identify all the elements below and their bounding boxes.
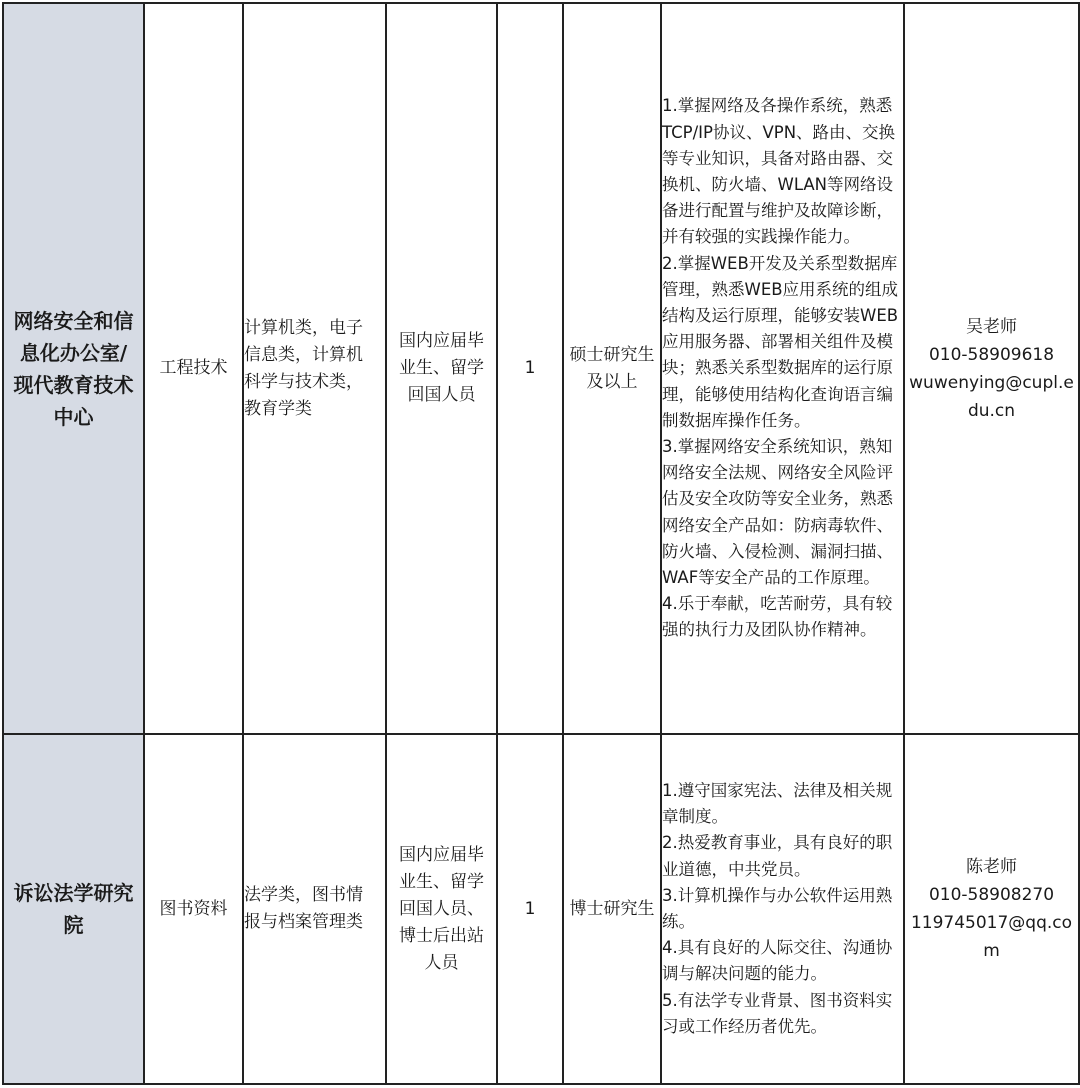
- major-text: 科学与技术类，: [244, 371, 363, 392]
- position-text: 工程技术: [159, 358, 228, 378]
- requirement-item: 4.具有良好的人际交往、沟通协调与解决问题的能力。: [662, 938, 893, 984]
- requirement-item: 5.有法学专业背景、图书资料实习或工作经历者优先。: [662, 990, 893, 1036]
- table-row: [3, 734, 1079, 1084]
- requirements-cell: [661, 734, 904, 1084]
- table-row: [3, 3, 1079, 734]
- contact-email: du.cn: [967, 400, 1016, 421]
- major-text: 报与档案管理类: [244, 912, 363, 932]
- count-text: 1: [524, 898, 536, 919]
- source-cell: [386, 734, 497, 1084]
- requirement-item: 3.掌握网络安全系统知识，熟知网络安全法规、网络安全风险评估及安全攻防等安全业务，熟悉网络安全产品如：防病毒软件、防火墙、入侵检测、漏洞扫描、WAF等安全产品的工作原理。: [662, 437, 893, 588]
- department-cell: [3, 3, 144, 734]
- requirement-item: 2.热爱教育事业，具有良好的职业道德，中共党员。: [662, 833, 893, 879]
- contact-email: wuwenying@cupl.e: [909, 372, 1074, 393]
- source-text: 人员: [424, 952, 459, 973]
- contact-phone: 010-58908270: [928, 885, 1055, 905]
- source-cell: [386, 3, 497, 734]
- major-text: 信息类，计算机: [244, 344, 363, 365]
- department-text: 网络安全和信: [13, 308, 134, 333]
- count-text: 1: [524, 358, 536, 378]
- degree-cell: [563, 734, 661, 1084]
- department-text: 现代教育技术: [13, 372, 134, 397]
- source-text: 博士后出站: [399, 925, 484, 946]
- major-cell: [243, 734, 386, 1084]
- major-text: 计算机类，电子: [244, 317, 363, 338]
- major-text: 法学类，图书情: [244, 885, 363, 905]
- contact-cell: [904, 734, 1079, 1084]
- major-cell: [243, 3, 386, 734]
- source-text: 业生、留学: [399, 871, 484, 892]
- position-cell: [144, 3, 243, 734]
- source-text: 业生、留学: [399, 358, 484, 378]
- source-text: 国内应届毕: [399, 331, 484, 351]
- contact-email: 119745017@qq.co: [910, 913, 1073, 933]
- department-text: 息化办公室/: [19, 340, 128, 365]
- requirement-item: 3.计算机操作与办公软件运用熟练。: [662, 885, 893, 931]
- department-text: 院: [63, 913, 84, 937]
- requirement-item: 1.掌握网络及各操作系统，熟悉TCP/IP协议、VPN、路由、交换等专业知识，具备对路由器、交换机、防火墙、WLAN等网络设备进行配置与维护及故障诊断，并有较强的实践操作能力。: [662, 96, 896, 247]
- count-cell: [497, 734, 563, 1084]
- department-cell: [3, 734, 144, 1084]
- source-text: 回国人员: [407, 385, 476, 405]
- recruitment-table: [2, 2, 1080, 1085]
- requirement-item: 4.乐于奉献，吃苦耐劳，具有较强的执行力及团队协作精神。: [662, 594, 893, 640]
- contact-name: 吴老师: [966, 316, 1017, 337]
- degree-text: 博士研究生: [569, 898, 655, 919]
- position-cell: [144, 734, 243, 1084]
- requirements-cell: [661, 3, 904, 734]
- contact-name: 陈老师: [966, 857, 1017, 877]
- contact-cell: [904, 3, 1079, 734]
- degree-cell: [563, 3, 661, 734]
- requirement-item: 2.掌握WEB开发及关系型数据库管理，熟悉WEB应用系统的组成结构及运行原理，能够安装WEB应用服务器、部署相关组件及模块；熟悉关系型数据库的运行原理，能够使用结构化查询语言编制数据库操作任务。: [662, 253, 899, 430]
- requirement-item: 1.遵守国家宪法、法律及相关规章制度。: [662, 780, 893, 827]
- degree-text: 硕士研究生: [569, 344, 655, 365]
- source-text: 回国人员、: [399, 898, 484, 919]
- department-text: 诉讼法学研究: [13, 881, 134, 905]
- count-cell: [497, 3, 563, 734]
- department-text: 中心: [53, 404, 94, 429]
- degree-text: 及以上: [586, 371, 638, 392]
- source-text: 国内应届毕: [399, 844, 484, 865]
- contact-phone: 010-58909618: [928, 344, 1055, 365]
- contact-email: m: [983, 941, 1000, 961]
- major-text: 教育学类: [244, 398, 312, 419]
- position-text: 图书资料: [159, 898, 228, 919]
